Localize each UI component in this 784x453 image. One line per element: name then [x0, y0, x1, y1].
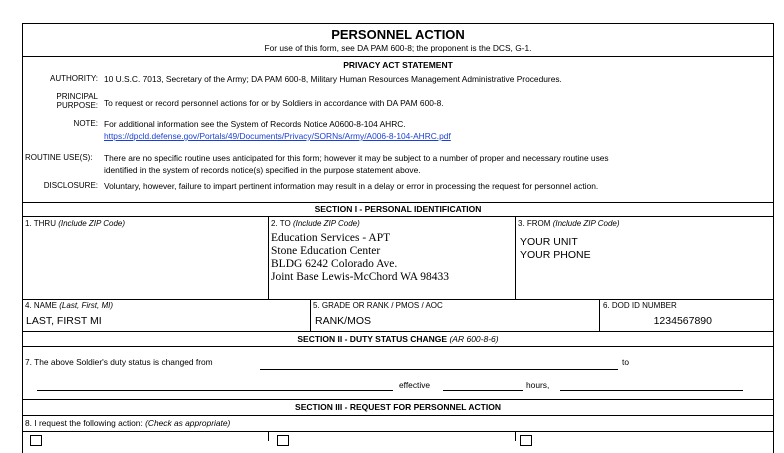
name-label-text: 4. NAME: [25, 301, 58, 310]
authority-text: 10 U.S.C. 7013, Secretary of the Army; DA PAM 600-8, Military Human Resources Management Administrative Procedures.: [104, 74, 562, 84]
divider: [22, 346, 774, 347]
to-address-line: BLDG 6242 Colorado Ave.: [271, 258, 398, 270]
note-label: NOTE:: [73, 119, 98, 128]
authority-label: AUTHORITY:: [49, 74, 98, 83]
thru-label-text: 1. THRU: [25, 219, 56, 228]
disclosure-label: DISCLOSURE:: [43, 181, 98, 190]
section-2-heading-ref: (AR 600-8-6): [449, 334, 499, 344]
item-8-note: (Check as appropriate): [145, 418, 231, 428]
divider: [599, 299, 600, 331]
dod-id-label: 6. DOD ID NUMBER: [603, 301, 677, 310]
duty-status-from-field[interactable]: [260, 369, 618, 370]
divider: [22, 415, 774, 416]
from-line: YOUR PHONE: [520, 249, 591, 261]
to-address-line: Joint Base Lewis-McChord WA 98433: [271, 271, 450, 283]
divider: [310, 299, 311, 331]
sorn-link[interactable]: https://dpcld.defense.gov/Portals/49/Documents/Privacy/SORNs/Army/A006-8-104-AHRC.pdf: [104, 131, 451, 141]
form-title: PERSONNEL ACTION: [331, 27, 465, 42]
routine-text: identified in the system of records notice(s) specified in the purpose statement above.: [104, 165, 421, 175]
divider: [515, 216, 516, 299]
from-label-text: 3. FROM: [518, 219, 551, 228]
grade-field[interactable]: RANK/MOS: [315, 315, 372, 327]
thru-label-note: (Include ZIP Code): [58, 219, 126, 228]
to-label: [271, 220, 360, 228]
section-2-heading-text: SECTION II - DUTY STATUS CHANGE: [297, 334, 448, 344]
thru-label: [25, 220, 125, 228]
purpose-label: PRINCIPAL: [56, 92, 98, 101]
divider: [22, 299, 774, 300]
section-3-heading: SECTION III - REQUEST FOR PERSONNEL ACTION: [295, 402, 501, 412]
name-label-note: (Last, First, MI): [59, 301, 114, 310]
thru-field[interactable]: [24, 231, 266, 297]
section-1-heading: SECTION I - PERSONAL IDENTIFICATION: [314, 204, 482, 214]
effective-date-field[interactable]: [560, 390, 743, 391]
divider: [22, 331, 774, 332]
routine-label: ROUTINE USE(S):: [25, 153, 93, 162]
from-line: YOUR UNIT: [520, 236, 578, 248]
from-label-note: (Include ZIP Code): [552, 219, 620, 228]
routine-text: There are no specific routine uses anticipated for this form; however it may be subject to a number of proper and necessary routine uses: [104, 153, 609, 163]
grade-label: 5. GRADE OR RANK / PMOS / AOC: [313, 301, 443, 310]
disclosure-text: Voluntary, however, failure to impart pertinent information may result in a delay or error in processing the request for personnel action.: [104, 181, 599, 191]
item-7-text: 7. The above Soldier's duty status is changed from: [25, 357, 213, 367]
dod-id-field[interactable]: 1234567890: [653, 315, 712, 327]
to-word: to: [622, 357, 629, 367]
to-address-field[interactable]: [271, 232, 511, 284]
from-field[interactable]: [520, 236, 770, 262]
to-address-line: Education Services - APT: [271, 232, 391, 244]
effective-time-field[interactable]: [443, 390, 523, 391]
item-8-text: [25, 419, 230, 427]
divider: [268, 431, 269, 441]
purpose-text: To request or record personnel actions for or by Soldiers in accordance with DA PAM 600-8.: [104, 98, 444, 108]
item-8-text-main: 8. I request the following action:: [25, 418, 143, 428]
name-field[interactable]: LAST, FIRST MI: [26, 315, 102, 327]
effective-word: effective: [399, 380, 431, 390]
from-label: [518, 220, 620, 228]
divider: [22, 399, 774, 400]
divider: [22, 216, 774, 217]
divider: [268, 216, 269, 299]
divider: [515, 431, 516, 441]
form-subtitle: For use of this form, see DA PAM 600-8; the proponent is the DCS, G-1.: [264, 43, 532, 53]
divider: [22, 431, 774, 432]
privacy-heading: PRIVACY ACT STATEMENT: [343, 60, 453, 70]
to-address-line: Stone Education Center: [271, 245, 381, 257]
name-label: [25, 302, 113, 310]
divider: [22, 202, 774, 203]
duty-status-to-field[interactable]: [37, 390, 393, 391]
purpose-label: PURPOSE:: [56, 101, 98, 110]
to-label-text: 2. TO: [271, 219, 291, 228]
hours-word: hours,: [526, 380, 550, 390]
note-text: For additional information see the System of Records Notice A0600-8-104 AHRC.: [104, 119, 406, 129]
section-2-heading: [22, 335, 774, 344]
divider: [22, 56, 774, 57]
to-label-note: (Include ZIP Code): [292, 219, 360, 228]
